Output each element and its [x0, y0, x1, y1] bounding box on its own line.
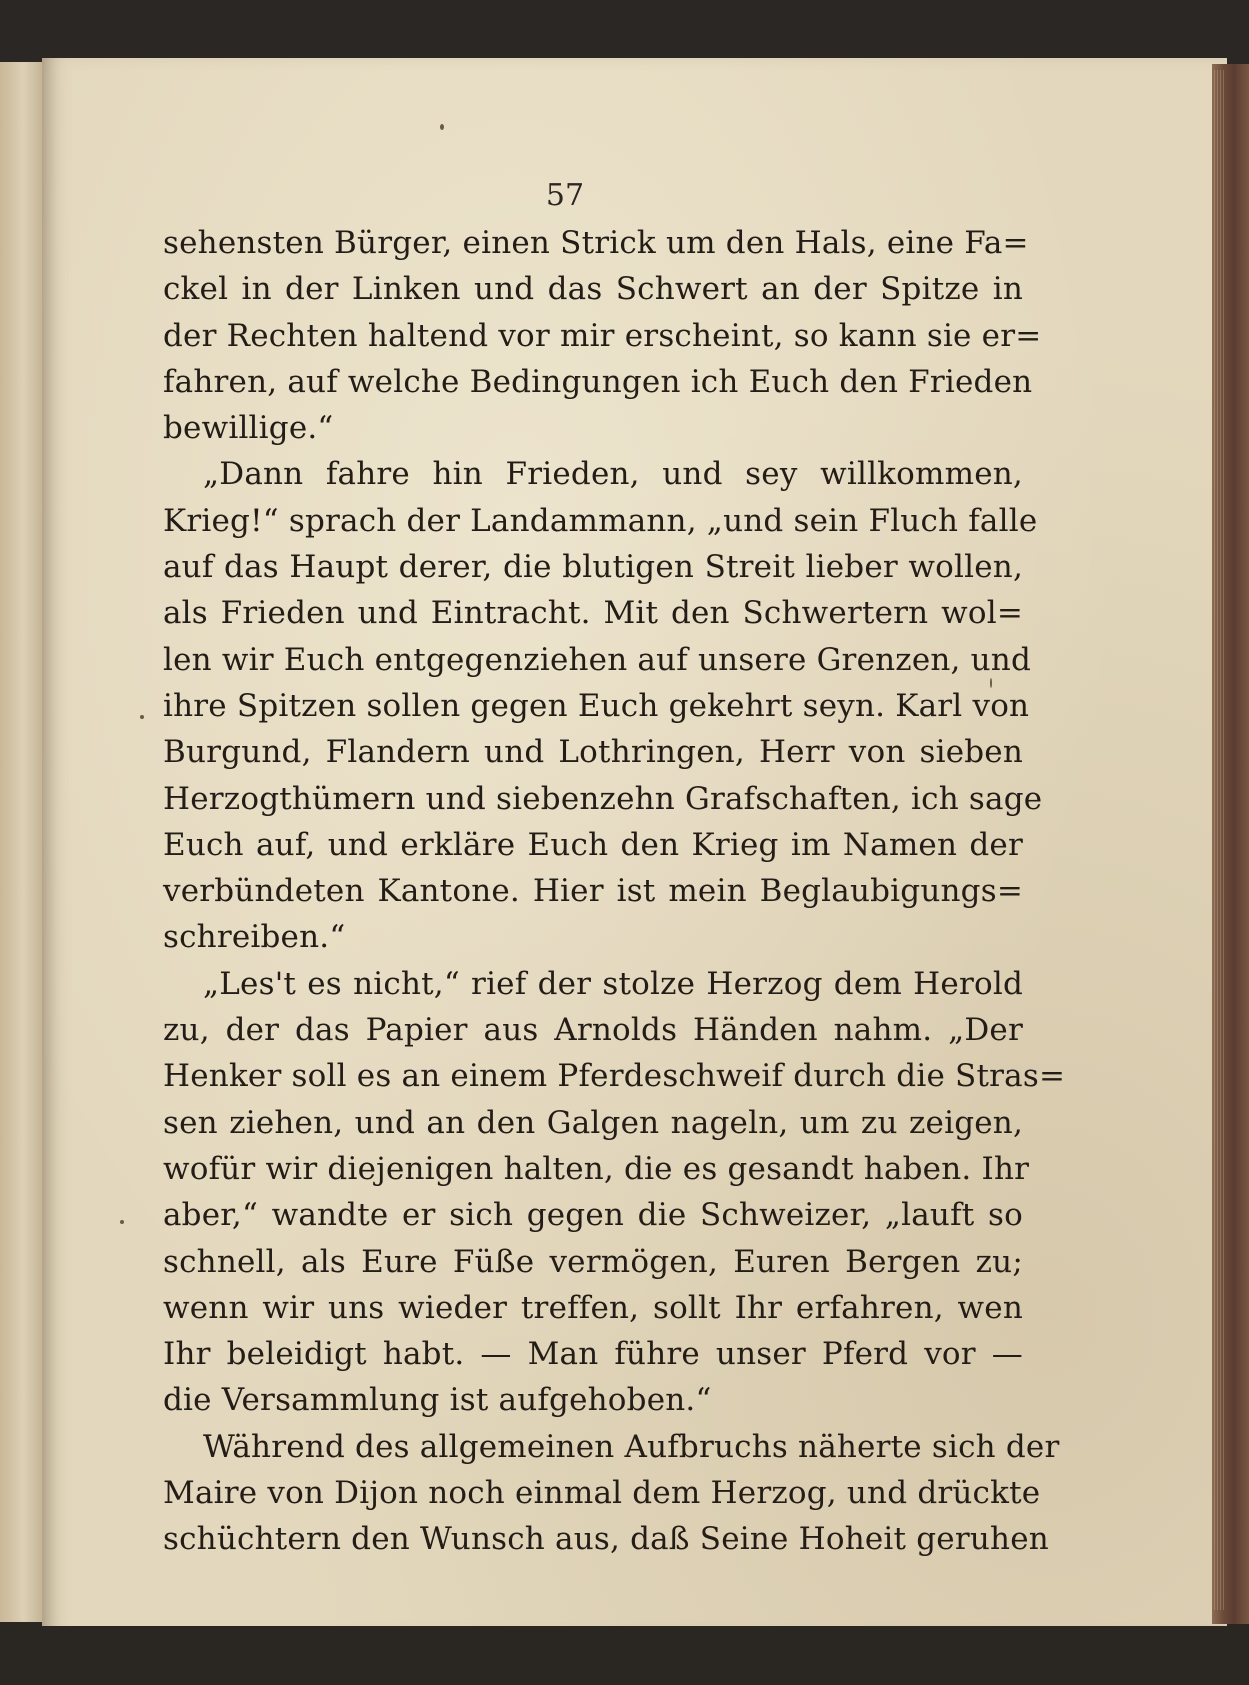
text-line: sen ziehen, und an den Galgen nageln, um zu zeigen, — [163, 1104, 1023, 1141]
text-line: wofür wir diejenigen halten, die es gesandt haben. Ihr — [163, 1150, 1030, 1187]
text-line: schüchtern den Wunsch aus, daß Seine Hoheit geruhen — [163, 1521, 1049, 1558]
text-line: schreiben.“ — [163, 919, 346, 956]
paper-speck — [440, 124, 444, 130]
text-line: bewillige.“ — [163, 410, 334, 447]
text-line: aber,“ wandte er sich gegen die Schweizer, „lauft so — [163, 1197, 1023, 1234]
text-line: fahren, auf welche Bedingungen ich Euch den Frieden — [163, 363, 1033, 400]
text-line: Henker soll es an einem Pferdeschweif durch die Stras= — [163, 1058, 1066, 1095]
body-text — [163, 220, 1066, 1563]
text-line: Maire von Dijon noch einmal dem Herzog, und drückte — [163, 1475, 1041, 1512]
text-line: Euch auf, und erkläre Euch den Krieg im Namen der — [163, 826, 1023, 863]
text-line: „Les't es nicht,“ rief der stolze Herzog dem Herold — [203, 965, 1023, 1002]
text-line: zu, der das Papier aus Arnolds Händen nahm. „Der — [163, 1012, 1023, 1049]
text-line: Burgund, Flandern und Lothringen, Herr von sieben — [163, 734, 1023, 771]
text-line: len wir Euch entgegenziehen auf unsere Grenzen, und — [163, 641, 1032, 678]
scan-background-bottom — [0, 1626, 1249, 1685]
paper-speck — [140, 715, 144, 719]
text-line: sehensten Bürger, einen Strick um den Hals, eine Fa= — [163, 225, 1029, 261]
text-line: auf das Haupt derer, die blutigen Streit lieber wollen, — [163, 549, 1023, 586]
text-line: die Versammlung ist aufgehoben.“ — [163, 1382, 712, 1419]
text-line: Während des allgemeinen Aufbruchs näherte sich der — [203, 1428, 1060, 1465]
page-stack-lines — [1214, 70, 1224, 1610]
text-line: ckel in der Linken und das Schwert an der Spitze in — [163, 271, 1023, 308]
text-line: ihre Spitzen sollen gegen Euch gekehrt seyn. Karl von — [163, 687, 1030, 724]
text-line: Ihr beleidigt habt. — Man führe unser Pferd vor — — [163, 1336, 1023, 1373]
text-line: als Frieden und Eintracht. Mit den Schwertern wol= — [163, 595, 1023, 632]
paper-speck — [120, 1220, 124, 1224]
text-line: verbündeten Kantone. Hier ist mein Beglaubigungs= — [163, 873, 1023, 910]
text-line: der Rechten haltend vor mir erscheint, so kann sie er= — [163, 317, 1042, 354]
page-number: 57 — [545, 178, 585, 213]
text-line: Herzogthümern und siebenzehn Grafschaften, ich sage — [163, 780, 1043, 817]
text-line: schnell, als Eure Füße vermögen, Euren Bergen zu; — [163, 1243, 1023, 1280]
text-line: wenn wir uns wieder treffen, sollt Ihr erfahren, wen — [163, 1289, 1023, 1326]
text-line: Krieg!“ sprach der Landammann, „und sein Fluch falle — [163, 502, 1038, 539]
text-line: „Dann fahre hin Frieden, und sey willkommen, — [203, 456, 1023, 493]
